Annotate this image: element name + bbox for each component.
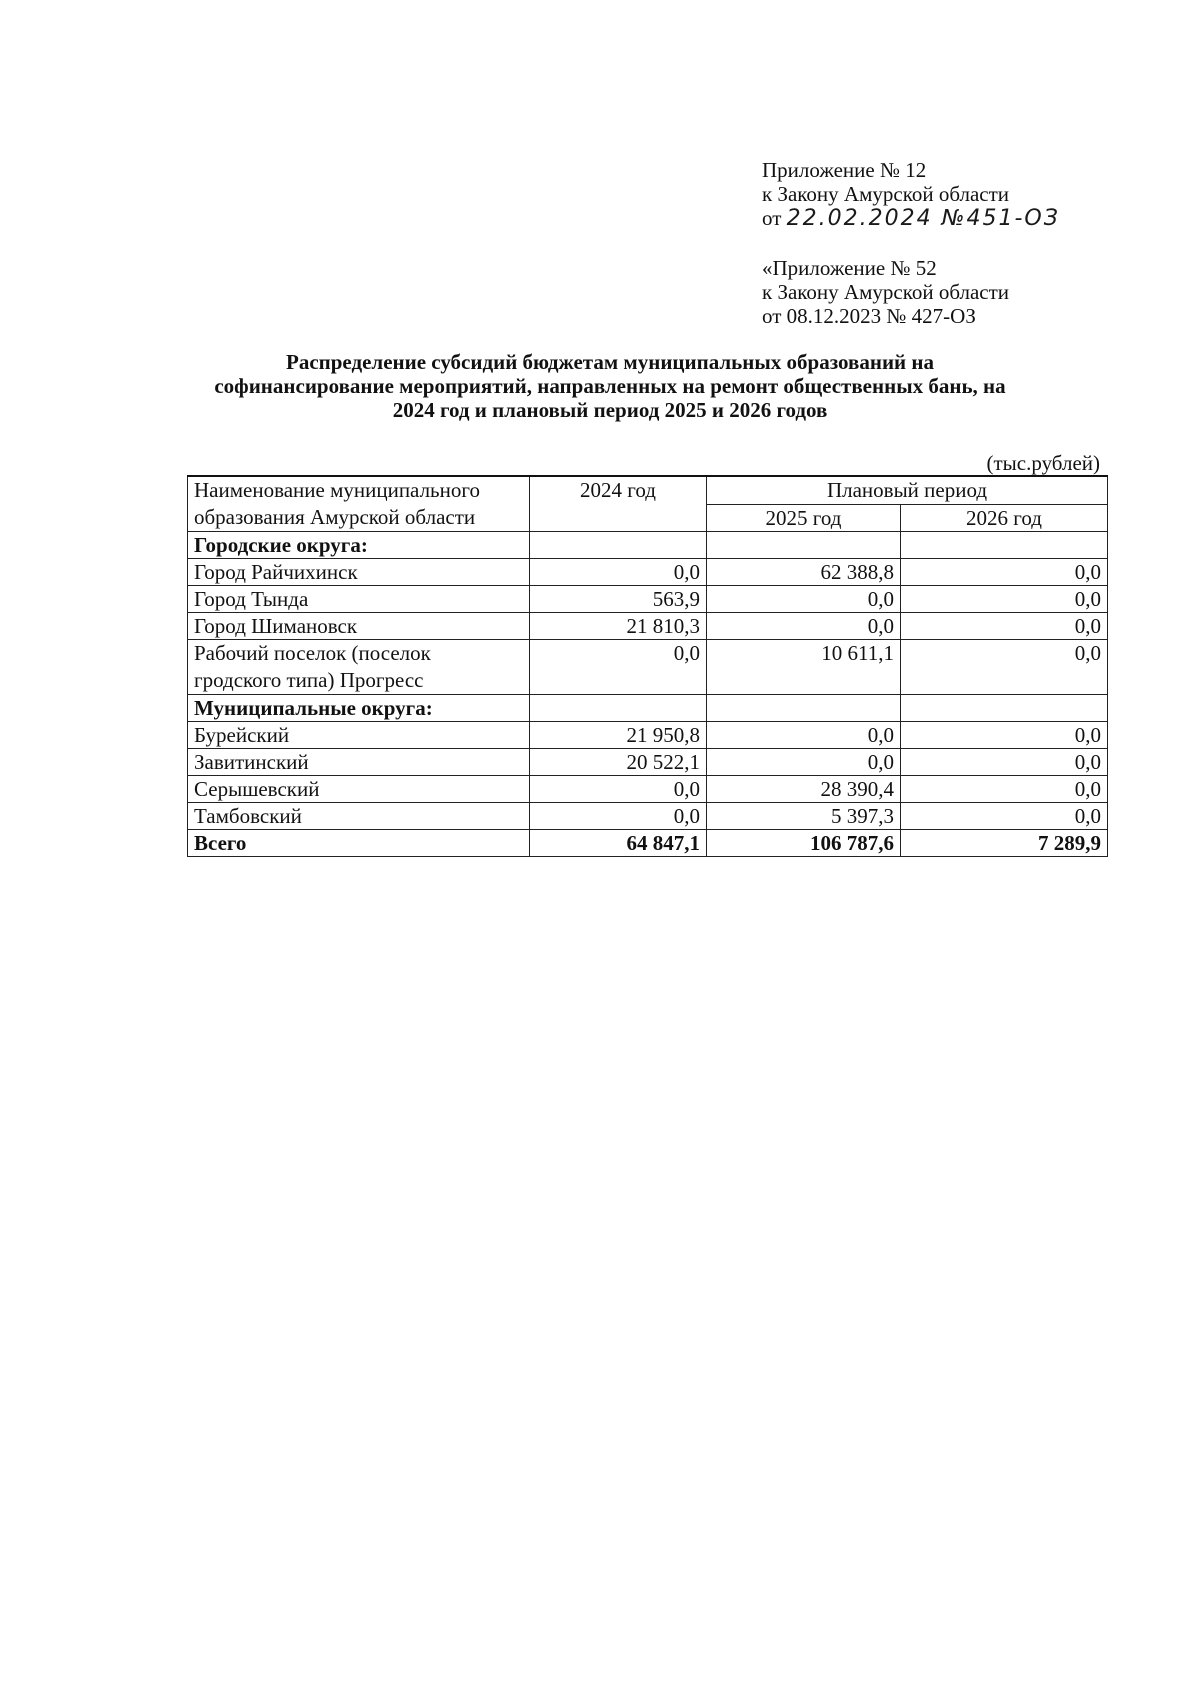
row-2025: 0,0 [707,586,901,613]
document-title [150,350,1070,422]
table-row [188,586,1108,613]
row-2024: 20 522,1 [530,749,707,776]
total-2026: 7 289,9 [901,830,1108,857]
header-name-cell [188,476,530,532]
row-2025: 0,0 [707,749,901,776]
row-2024: 0,0 [530,803,707,830]
title-line-3: 2024 год и плановый период 2025 и 2026 годов [392,398,828,422]
appendix-original-block [762,256,1162,328]
row-2026: 0,0 [901,586,1108,613]
row-2025: 0,0 [707,722,901,749]
section-label: Муниципальные округа: [188,695,530,722]
row-2026: 0,0 [901,749,1108,776]
units-label: (тыс.рублей) [986,451,1100,475]
appendix-original-number: «Приложение № 52 [762,256,937,280]
row-name: Бурейский [188,722,530,749]
row-2026: 0,0 [901,803,1108,830]
row-2026: 0,0 [901,722,1108,749]
table-row [188,776,1108,803]
row-2024: 0,0 [530,776,707,803]
row-2026: 0,0 [901,776,1108,803]
row-2024: 563,9 [530,586,707,613]
appendix-original-date: от 08.12.2023 № 427-ОЗ [762,304,976,328]
header-name-line-1: Наименование муниципального [194,478,480,502]
row-2025: 62 388,8 [707,559,901,586]
row-name: Завитинский [188,749,530,776]
subsidy-table [187,475,1108,857]
total-2025: 106 787,6 [707,830,901,857]
appendix-original-law: к Закону Амурской области [762,280,1010,304]
table-row [188,613,1108,640]
row-2025: 5 397,3 [707,803,901,830]
table-row [188,803,1108,830]
table-row [188,749,1108,776]
row-2024: 0,0 [530,640,707,695]
row-name: Город Тында [188,586,530,613]
row-2024: 21 950,8 [530,722,707,749]
table-row [188,640,1108,695]
appendix-current-block [762,158,1162,231]
section-row-city [188,532,1108,559]
row-2025: 28 390,4 [707,776,901,803]
header-planned-period: Плановый период [707,476,1108,504]
table-row [188,559,1108,586]
table-row [188,722,1108,749]
row-2026: 0,0 [901,559,1108,586]
appendix-current-law: к Закону Амурской области [762,182,1010,206]
title-line-1: Распределение субсидий бюджетам муниципальных образований на [286,350,934,374]
row-name: Серышевский [188,776,530,803]
row-name: Тамбовский [188,803,530,830]
row-2025: 0,0 [707,613,901,640]
appendix-current-date [762,206,1162,231]
appendix-current-date-prefix: от [762,206,782,230]
section-row-municipal [188,695,1108,722]
appendix-current-number: Приложение № 12 [762,158,927,182]
header-2026: 2026 год [901,504,1108,532]
row-2024: 0,0 [530,559,707,586]
table-header-row-1 [188,476,1108,504]
total-2024: 64 847,1 [530,830,707,857]
header-name-line-2: образования Амурской области [194,505,476,529]
header-2024: 2024 год [530,476,707,532]
row-2026: 0,0 [901,613,1108,640]
row-2024: 21 810,3 [530,613,707,640]
handwritten-date-number: 22.02.2024 №451-ОЗ [786,206,1060,231]
row-2026: 0,0 [901,640,1108,695]
row-name: Город Райчихинск [188,559,530,586]
total-row [188,830,1108,857]
header-2025: 2025 год [707,504,901,532]
section-label: Городские округа: [188,532,530,559]
total-label: Всего [188,830,530,857]
row-name: Город Шимановск [188,613,530,640]
row-name: Рабочий поселок (поселок гродского типа) Прогресс [188,640,530,695]
title-line-2: софинансирование мероприятий, направленных на ремонт общественных бань, на [214,374,1006,398]
row-2025: 10 611,1 [707,640,901,695]
